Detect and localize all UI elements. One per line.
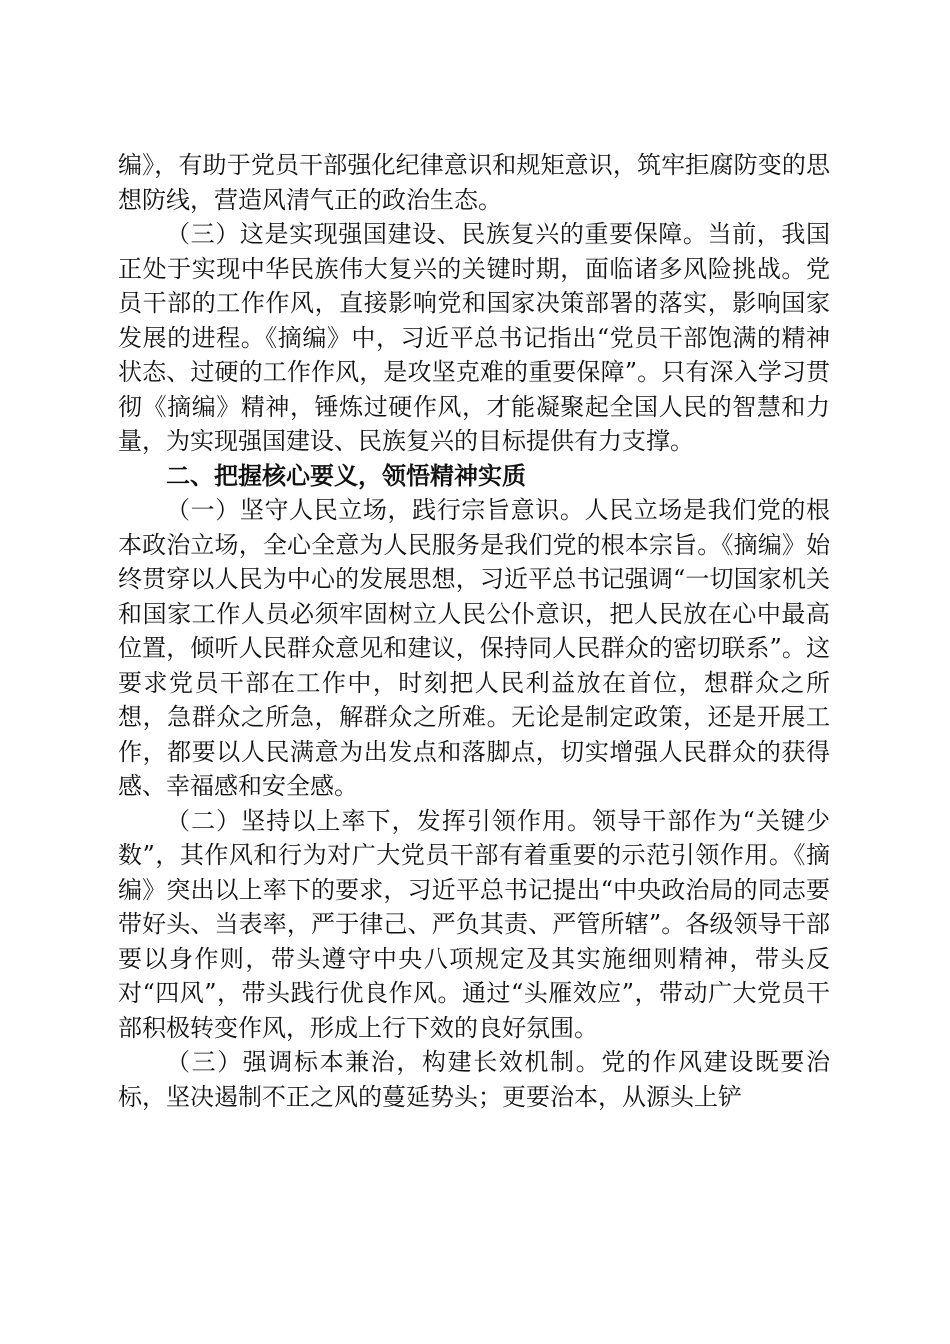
- paragraph-section-two-point-three: （三）强调标本兼治，构建长效机制。党的作风建设既要治标，坚决遏制不正之风的蔓延势头；更要治本，从源头上铲: [118, 1048, 830, 1111]
- paragraph-section-two-point-two: （二）坚持以上率下，发挥引领作用。领导干部作为“关键少数”，其作风和行为对广大党员干部有着重要的示范引领作用。《摘编》突出以上率下的要求，习近平总书记提出“中央政治局的同志要带好头、当表率，严于律己、严负其责、严管所辖”。各级领导干部要以身作则，带头遵守中央八项规定及其实施细则精神，带头反对“四风”，带头践行优良作风。通过“头雁效应”，带动广大党员干部积极转变作风，形成上行下效的良好氛围。: [118, 806, 830, 1042]
- paragraph-continuation: 编》，有助于党员干部强化纪律意识和规矩意识，筑牢拒腐防变的思想防线，营造风清气正的政治生态。: [118, 151, 830, 214]
- document-body: [118, 148, 830, 1114]
- section-heading-two: 二、把握核心要义，领悟精神实质: [166, 461, 526, 490]
- paragraph-section-two-point-one: （一）坚守人民立场，践行宗旨意识。人民立场是我们党的根本政治立场，全心全意为人民服务是我们党的根本宗旨。《摘编》始终贯穿以人民为中心的发展思想，习近平总书记强调“一切国家机关和国家工作人员必须牢固树立人民公仆意识，把人民放在心中最高位置，倾听人民群众意见和建议，保持同人民群众的密切联系”。这要求党员干部在工作中，时刻把人民利益放在首位，想群众之所想，急群众之所急，解群众之所难。无论是制定政策，还是开展工作，都要以人民满意为出发点和落脚点，切实增强人民群众的获得感、幸福感和安全感。: [118, 496, 830, 800]
- paragraph-section-one-point-three: （三）这是实现强国建设、民族复兴的重要保障。当前，我国正处于实现中华民族伟大复兴的关键时期，面临诸多风险挑战。党员干部的工作作风，直接影响党和国家决策部署的落实，影响国家发展的进程。《摘编》中，习近平总书记指出“党员干部饱满的精神状态、过硬的工作作风，是攻坚克难的重要保障”。只有深入学习贯彻《摘编》精神，锤炼过硬作风，才能凝聚起全国人民的智慧和力量，为实现强国建设、民族复兴的目标提供有力支撑。: [118, 220, 830, 455]
